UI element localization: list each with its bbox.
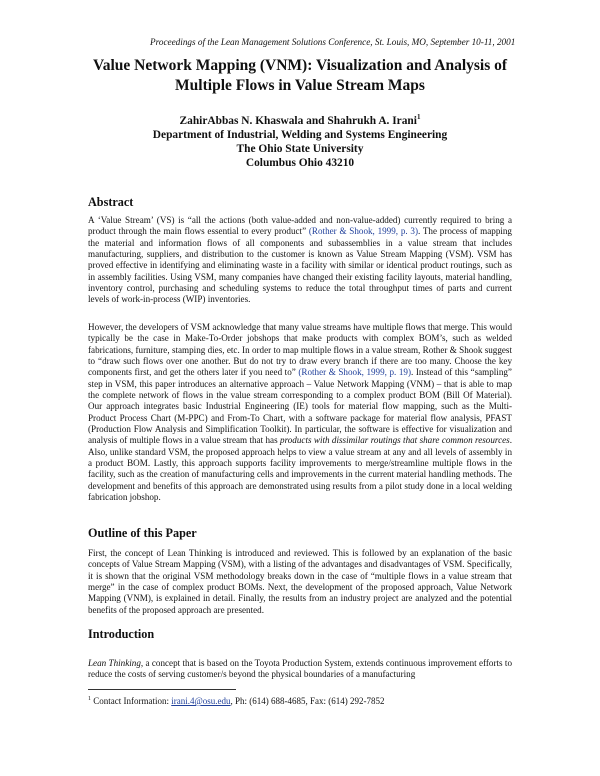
author-department: Department of Industrial, Welding and Systems Engineering	[152, 128, 448, 141]
abstract-p2-text-a: However, the developers of VSM acknowledge that many value streams have multiple flows that merge. This would typically be the case in Make-To-Order jobshops that make products with complex BOM’s, such as welded fabrications, furniture, stamping dies, etc. In order to map multiple flows in a value stream, Rother & Shook suggest to “draw such flows over one another. But do not try to draw every branch if there are too many. Choose the key components first, and get the others later if you need to”	[88, 322, 512, 378]
author-city: Columbus Ohio 43210	[245, 156, 355, 169]
abstract-p2-text-c: . Also, unlike standard VSM, the proposed approach helps to view a value stream at any and all levels of assembly in a product BOM. Lastly, this approach supports facility improvements to merge/streamline multiple flows in the facility, such as the creation of manufacturing cells and improvements in the current material handling methods. The development and benefits of this approach are demonstrated using results from a pilot study done in a local welding fabrication jobshop.	[88, 435, 512, 503]
author-names-text: ZahirAbbas N. Khaswala and Shahrukh A. Irani	[179, 114, 417, 127]
running-header: Proceedings of the Lean Management Solutions Conference, St. Louis, MO, September 10-11, 2001	[150, 37, 516, 47]
footnote-rule	[88, 689, 236, 690]
contact-email-link[interactable]: irani.4@osu.edu	[171, 696, 231, 706]
author-block	[60, 110, 540, 170]
abstract-p2-emphasis: products with dissimilar routings that share common resources	[280, 435, 510, 446]
title-line-2: Multiple Flows in Value Stream Maps	[175, 77, 425, 94]
abstract-p1-text-a: A ‘Value Stream’ (VS) is “all the actions (both value-added and non-value-added) currently required to bring a product through the main flows essential to every product”	[88, 215, 512, 237]
introduction-emphasis: Lean Thinking	[88, 658, 141, 668]
abstract-paragraph-1	[88, 215, 512, 306]
footnote-phone-fax: , Ph: (614) 688-4685, Fax: (614) 292-7852	[230, 696, 385, 706]
abstract-paragraph-2	[88, 322, 512, 504]
outline-paragraph: First, the concept of Lean Thinking is introduced and reviewed. This is followed by an explanation of the basic concepts of Value Stream Mapping (VSM), with a listing of the advantages and disadvantages of VSM. Specifically, it is shown that the original VSM methodology breaks down in the case of “multiple flows in a value stream that merge” in the case of complex product BOMs. Next, the development of the proposed approach, Value Network Mapping (VNM), is explained in detail. Finally, the results from an industry project are analyzed and the potential benefits of the proposed approach are presented.	[88, 548, 512, 615]
abstract-p1-text-b: . The process of mapping the material and information flows of all components and subassemblies in a value stream that includes manufacturing, suppliers, and distribution to the customer is known as Value Stream Mapping (VSM). VSM has proved effective in identifying and eliminating waste in a facility with similar or identical product routings, such as in assembly facilities. Using VSM, many companies have changed their existing facility layouts, material handling, inventory control, purchasing and scheduling systems to reduce the total throughput times of parts and current levels of work-in-process (WIP) inventories.	[88, 226, 512, 305]
paper-title	[60, 56, 540, 96]
abstract-heading: Abstract	[88, 195, 134, 209]
citation-rother-shook-p3[interactable]: (Rother & Shook, 1999, p. 3)	[308, 226, 418, 237]
abstract-p2-text-b: . Instead of this “sampling” step in VSM, this paper introduces an alternative approach – Value Network Mapping (VNM) – that is able to map the complete network of flows in the value stream corresponding to a complex product BOM (Bill Of Material). Our approach integrates basic Industrial Engineering (IE) tools for material flow mapping, such as the Multi-Product Process Chart (M-PPC) and From-To Chart, with a software package for material flow analysis, PFAST (Production Flow Analysis and Simplification Toolkit). In particular, the software is effective for visualization and analysis of multiple flows in a value stream that has	[88, 367, 512, 446]
author-footnote-mark: 1	[416, 113, 421, 121]
author-university: The Ohio State University	[236, 142, 364, 155]
introduction-text: , a concept that is based on the Toyota Production System, extends continuous improvement efforts to reduce the costs of serving customer/s beyond the physical boundaries of a manufacturing	[88, 658, 512, 680]
footnote-mark: 1	[88, 696, 91, 702]
author-names	[60, 110, 540, 128]
footnote-label: Contact Information:	[91, 696, 172, 706]
title-line-1: Value Network Mapping (VNM): Visualization and Analysis of	[92, 57, 508, 74]
outline-heading: Outline of this Paper	[88, 526, 197, 540]
citation-rother-shook-p19[interactable]: (Rother & Shook, 1999, p. 19)	[298, 367, 412, 378]
footnote	[88, 694, 512, 707]
introduction-heading: Introduction	[88, 627, 155, 641]
introduction-paragraph	[88, 658, 512, 681]
